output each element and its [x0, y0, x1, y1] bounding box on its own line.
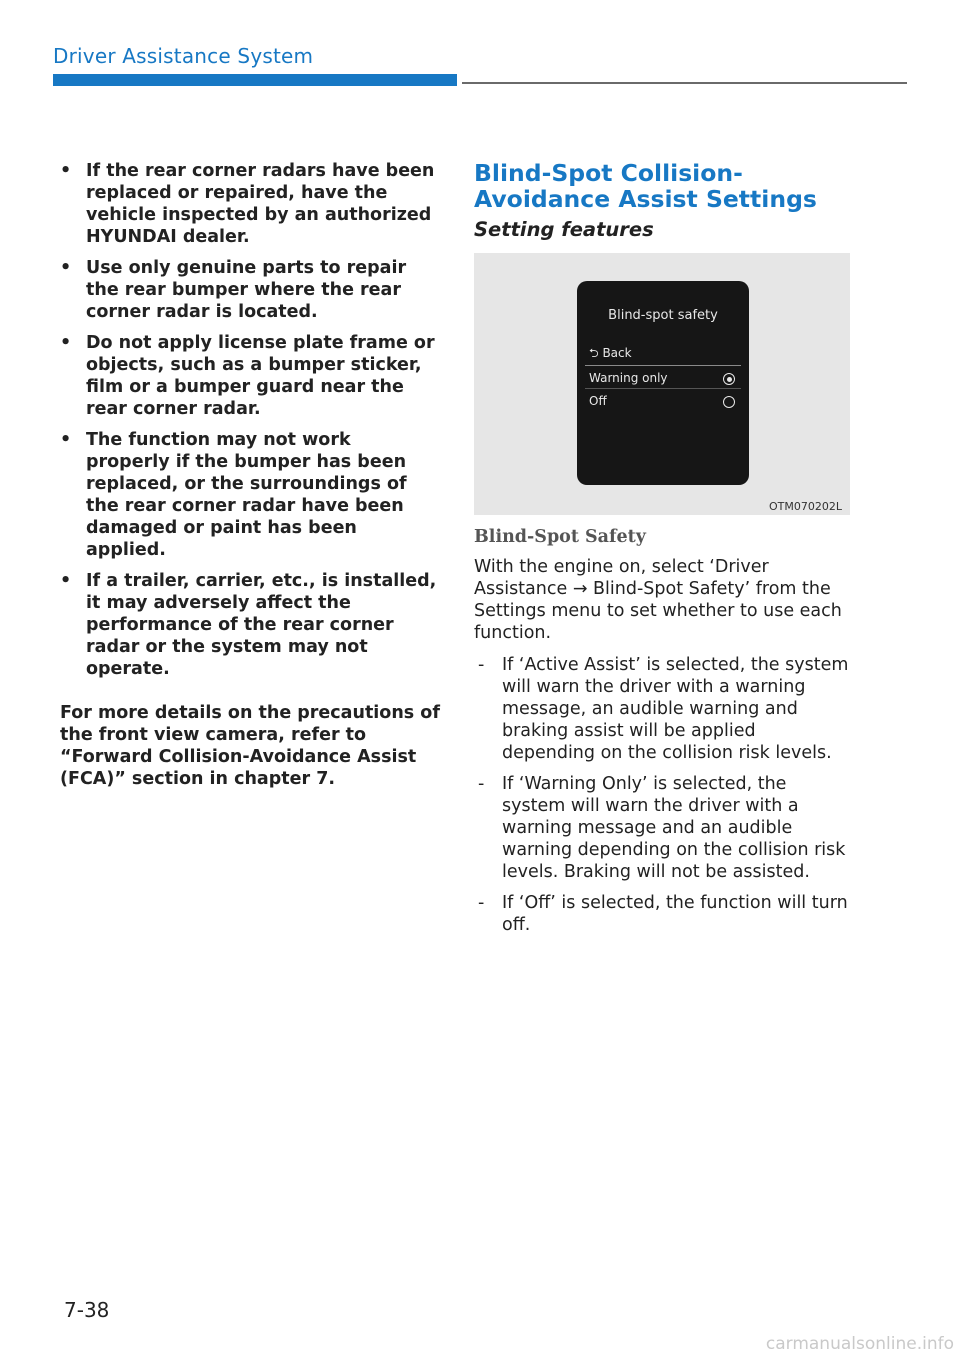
section-title: Driver Assistance System: [53, 44, 314, 68]
list-item: [474, 773, 854, 883]
more-details-paragraph: For more details on the precautions of the front view camera, refer to “Forward Collision-Avoidance Assist (FCA)” section in chapter 7.: [60, 703, 440, 789]
dash-icon: -: [478, 655, 485, 675]
list-item-text: Do not apply license plate frame or objects, such as a bumper sticker, film or a bumper guard near the rear corner radar.: [86, 333, 435, 419]
figure-code: OTM070202L: [769, 500, 842, 513]
bullet-icon: •: [60, 571, 72, 591]
screen-divider: [585, 388, 741, 389]
settings-figure: [474, 253, 850, 515]
precautions-list: [60, 160, 440, 680]
bullet-icon: •: [60, 258, 72, 278]
bullet-icon: •: [60, 333, 72, 353]
list-item-text: If ‘Active Assist’ is selected, the system will warn the driver with a warning message, an audible warning and braking assist will be applied depending on the collision risk levels.: [502, 655, 849, 763]
header-rule-accent: [53, 74, 457, 86]
screen-option-off: Off: [589, 394, 607, 408]
screen-option-warning-only: Warning only: [589, 371, 668, 385]
list-item-text: If ‘Off’ is selected, the function will turn off.: [502, 893, 848, 935]
left-column: [60, 160, 440, 808]
screen-back-item: [589, 344, 632, 365]
list-item: [60, 257, 440, 323]
list-item: [60, 160, 440, 248]
section-heading: Blind-Spot Collision-Avoidance Assist Settings: [474, 159, 817, 213]
sub-heading: Setting features: [474, 218, 654, 241]
list-item-text: If ‘Warning Only’ is selected, the system will warn the driver with a warning message and an audible warning depending on the collision risk levels. Braking will not be assisted.: [502, 774, 846, 882]
list-item: [60, 332, 440, 420]
right-column: [474, 160, 854, 945]
list-item: [60, 429, 440, 561]
radio-selected-icon: [723, 373, 735, 385]
options-list: [474, 654, 854, 936]
list-item: [474, 892, 854, 936]
list-item-text: If the rear corner radars have been replaced or repaired, have the vehicle inspected by an authorized HYUNDAI dealer.: [86, 161, 435, 247]
screen-divider: [585, 365, 741, 366]
dash-icon: -: [478, 893, 485, 913]
bullet-icon: •: [60, 161, 72, 181]
list-item-text: Use only genuine parts to repair the rear bumper where the rear corner radar is located.: [86, 258, 407, 322]
subsection-title: Blind-Spot Safety: [474, 527, 646, 547]
screen-title: Blind-spot safety: [608, 308, 718, 323]
list-item: [474, 654, 854, 764]
dash-icon: -: [478, 774, 485, 794]
back-arrow-icon: ⮌: [589, 346, 599, 360]
watermark: carmanualsonline.info: [765, 1334, 954, 1354]
bullet-icon: •: [60, 430, 72, 450]
back-label: Back: [602, 346, 632, 360]
header-rule: [462, 82, 907, 84]
list-item: [60, 570, 440, 680]
list-item-text: If a trailer, carrier, etc., is installed, it may adversely affect the performance of the rear corner radar or the system may not operate.: [86, 571, 437, 679]
list-item-text: The function may not work properly if the bumper has been replaced, or the surroundings of the rear corner radar have been damaged or paint has been applied.: [86, 430, 407, 560]
page-number: 7-38: [64, 1298, 110, 1322]
cluster-screen: [577, 281, 749, 485]
radio-unselected-icon: [723, 396, 735, 408]
intro-paragraph: With the engine on, select ‘Driver Assistance → Blind-Spot Safety’ from the Settings menu to set whether to use each function.: [474, 557, 842, 643]
